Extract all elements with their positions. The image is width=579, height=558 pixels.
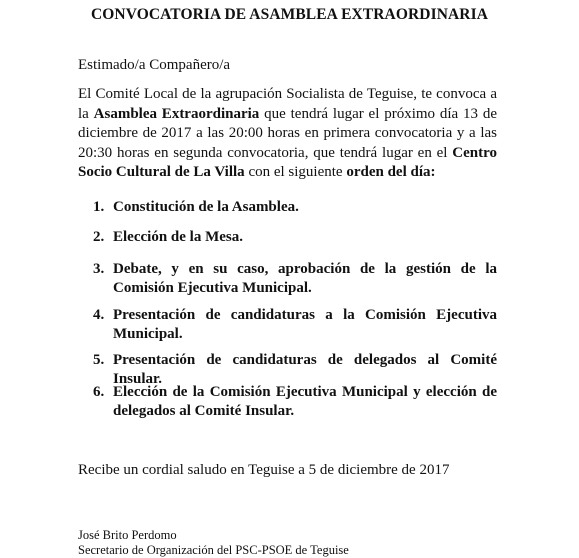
agenda-item [93,260,497,298]
agenda-item-number: 5. [93,352,105,368]
agenda-item-text: Debate, y en su caso, aprobación de la gestión de la Comisión Ejecutiva Municipal. [113,261,497,296]
agenda-item-text: Elección de la Mesa. [113,229,243,245]
intro-bold-venue: Centro Socio Cultural de La Villa [78,144,497,180]
agenda-item [93,228,497,247]
document-title: CONVOCATORIA DE ASAMBLEA EXTRAORDINARIA [90,6,489,23]
intro-text-3: con el siguiente [244,164,347,180]
intro-bold-agenda: orden del día: [346,164,436,180]
intro-bold-assembly: Asamblea Extraordinaria [93,105,260,122]
agenda-item-text: Presentación de candidaturas de delegados al Comité Insular. [113,352,497,387]
agenda-item-number: 6. [93,384,105,400]
greeting: Estimado/a Compañero/a [78,57,231,73]
agenda-item-text: Elección de la Comisión Ejecutiva Municipal y elección de delegados al Comité Insular. [113,384,497,419]
agenda-item [93,383,497,421]
intro-paragraph [78,85,497,183]
agenda-item-number: 2. [93,229,105,245]
agenda-item-text: Presentación de candidaturas a la Comisión Ejecutiva Municipal. [113,307,497,342]
agenda-item [93,306,497,344]
intro-text-2: que tendrá lugar el próximo día 13 de diciembre de 2017 a las 20:00 horas en primera convocatoria y a las 20:30 horas en segunda convocatoria, que tendrá lugar en el [78,105,497,161]
agenda-item [93,198,497,217]
agenda-item-number: 1. [93,199,105,215]
signature-role: Secretario de Organización del PSC-PSOE de Teguise [78,543,349,557]
agenda-item-number: 3. [93,261,105,277]
signature-name: José Brito Perdomo [78,528,177,542]
agenda-item-text: Constitución de la Asamblea. [113,199,299,215]
agenda-item-number: 4. [93,307,105,323]
closing-line: Recibe un cordial saludo en Teguise a 5 de diciembre de 2017 [78,462,450,478]
intro-text-1: El Comité Local de la agrupación Socialista de Teguise, te convoca a la [78,86,497,122]
